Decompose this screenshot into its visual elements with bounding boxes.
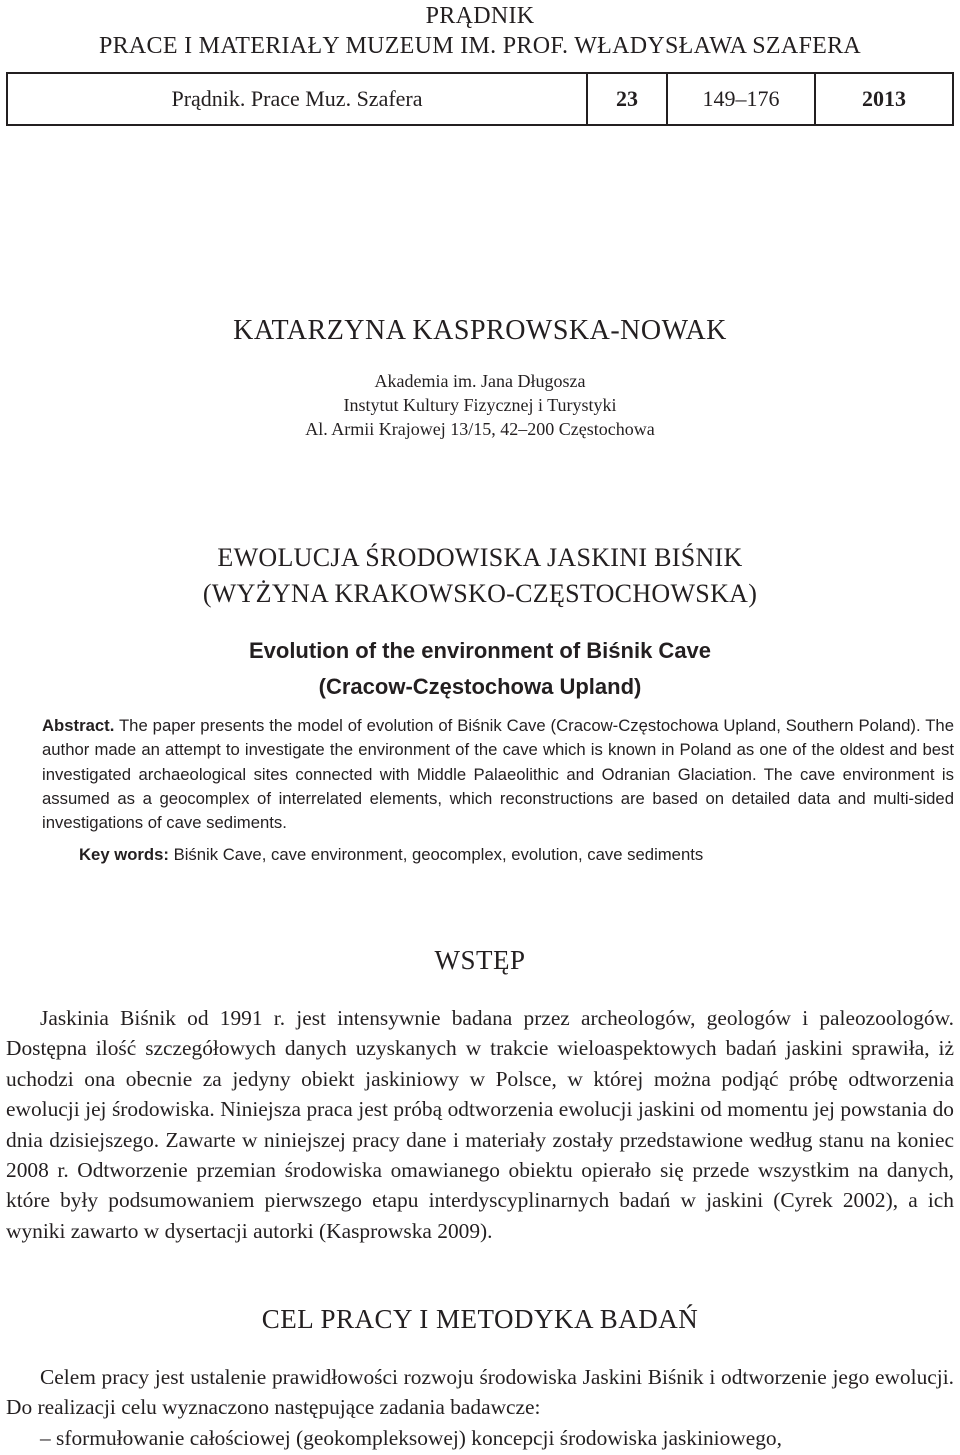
affiliation-line: Al. Armii Krajowej 13/15, 42–200 Częstochowa xyxy=(305,419,655,439)
citation-volume: 23 xyxy=(588,74,668,124)
english-title-line: (Cracow-Częstochowa Upland) xyxy=(318,674,642,699)
citation-journal: Prądnik. Prace Muz. Szafera xyxy=(8,74,588,124)
citation-table xyxy=(6,72,954,126)
keywords-text: Biśnik Cave, cave environment, geocomplex, evolution, cave sediments xyxy=(173,845,704,864)
journal-subtitle: PRACE I MATERIAŁY MUZEUM IM. PROF. WŁADYSŁAWA SZAFERA xyxy=(98,33,862,59)
citation-year: 2013 xyxy=(862,86,906,111)
abstract-label: Abstract. xyxy=(42,716,115,735)
author-name: KATARZYNA KASPROWSKA-NOWAK xyxy=(233,315,727,346)
keywords xyxy=(79,843,954,867)
polish-title-line: EWOLUCJA ŚRODOWISKA JASKINI BIŚNIK xyxy=(217,543,743,572)
polish-title-line: (WYŻYNA KRAKOWSKO-CZĘSTOCHOWSKA) xyxy=(202,579,758,608)
keywords-label: Key words: xyxy=(79,845,169,864)
affiliation-line: Instytut Kultury Fizycznej i Turystyki xyxy=(343,395,617,415)
section-heading-aims-methods: CEL PRACY I METODYKA BADAŃ xyxy=(261,1304,699,1334)
english-title-line: Evolution of the environment of Biśnik Cave xyxy=(248,638,712,663)
affiliation-line: Akademia im. Jana Długosza xyxy=(374,371,586,391)
journal-name: PRĄDNIK xyxy=(425,3,535,29)
section-heading-introduction: WSTĘP xyxy=(434,945,526,975)
task-list-item: – sformułowanie całościowej (geokompleksowej) koncepcji środowiska jaskiniowego, xyxy=(40,1426,782,1450)
abstract-text: The paper presents the model of evolution of Biśnik Cave (Cracow-Częstochowa Upland, Southern Poland). The author made an attempt to investigate the environment of the cave which is known in Poland as one of the oldest and best investigated archaeological sites connected with Middle Palaeolithic and Odranian Glaciation. The cave environment is assumed as a geocomplex of interrelated elements, which reconstructions are based on detailed data and multi-sided investigations of cave sediments. xyxy=(42,716,954,833)
abstract xyxy=(42,714,954,835)
introduction-paragraph: Jaskinia Biśnik od 1991 r. jest intensywnie badana przez archeologów, geologów i paleozoologów. Dostępna ilość szczegółowych danych uzyskanych w trakcie wieloaspektowych badań jaskini sprawiła, iż uchodzi ona obecnie za jedyny obiekt jaskiniowy w Polsce, w której można podjąć próbę odtworzenia ewolucji jej środowiska. Niniejsza praca jest próbą odtworzenia ewolucji jaskini od momentu jej powstania do dnia dzisiejszego. Zawarte w niniejszej pracy dane i materiały zostały przedstawione według stanu na koniec 2008 r. Odtworzenie przemian środowiska omawianego obiektu opierało się przede wszystkim na danych, które były podsumowaniem pierwszego etapu interdyscyplinarnych badań w jaskini (Cyrek 2002), a ich wyniki zawarto w dysertacji autorki (Kasprowska 2009). xyxy=(6,1006,954,1243)
aims-paragraph: Celem pracy jest ustalenie prawidłowości rozwoju środowiska Jaskini Biśnik i odtworzenie jego ewolucji. Do realizacji celu wyznaczono następujące zadania badawcze: xyxy=(6,1365,954,1420)
citation-pages: 149–176 xyxy=(668,74,816,124)
